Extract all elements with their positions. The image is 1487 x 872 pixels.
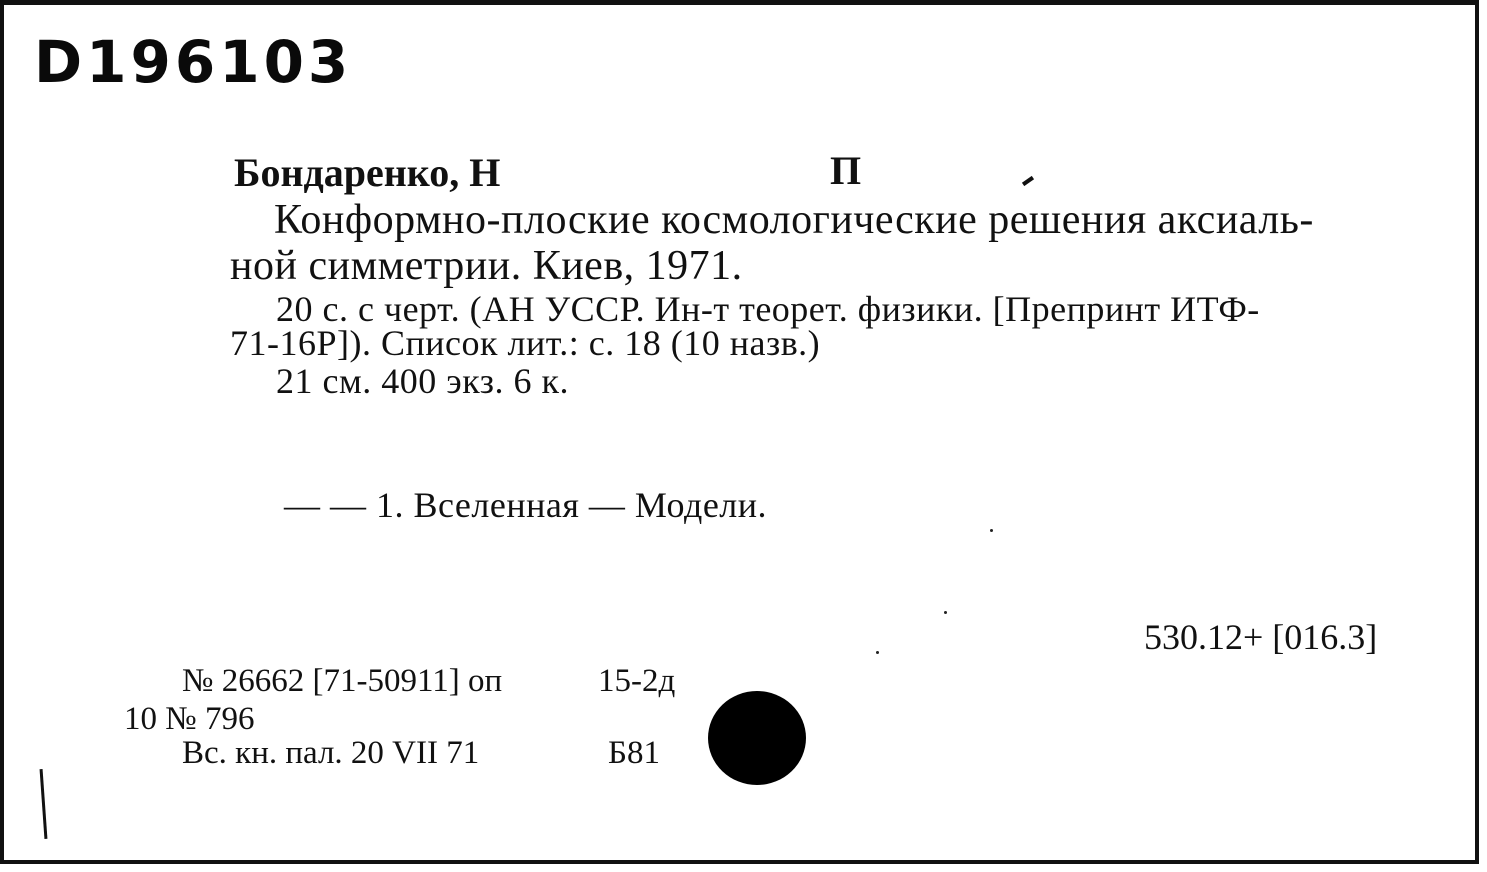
- author-name: Бондаренко, Н: [234, 150, 501, 195]
- footer-line-1-code: 15-2д: [598, 663, 676, 699]
- speck: [876, 651, 879, 654]
- subject-heading: — — 1. Вселенная — Модели.: [284, 485, 768, 525]
- pencil-mark: [40, 769, 48, 839]
- collation-line-3: 21 см. 400 экз. 6 к.: [276, 361, 569, 401]
- punch-hole: [708, 691, 806, 785]
- classification-code: 530.12+ [016.3]: [1144, 617, 1378, 657]
- footer-line-2: 10 № 796: [124, 701, 255, 737]
- inventory-mark: D196103: [34, 28, 353, 96]
- title-line-1: Конформно-плоские космологические решения аксиаль-: [274, 197, 1314, 243]
- speck: [944, 611, 947, 614]
- footer-line-1: № 26662 [71-50911] оп: [182, 663, 503, 699]
- collation-line-2: 71-16Р]). Список лит.: с. 18 (10 назв.): [230, 323, 821, 363]
- speck: [990, 529, 993, 532]
- title-line-2: ной симметрии. Киев, 1971.: [230, 243, 743, 289]
- author-initial: П: [830, 148, 862, 193]
- accent-mark: [1022, 176, 1034, 186]
- footer-line-3-code: Б81: [608, 735, 660, 771]
- collation-line-1: 20 с. с черт. (АН УССР. Ин-т теорет. физики. [Препринт ИТФ-: [276, 289, 1260, 329]
- footer-line-3: Вс. кн. пал. 20 VII 71: [182, 735, 480, 771]
